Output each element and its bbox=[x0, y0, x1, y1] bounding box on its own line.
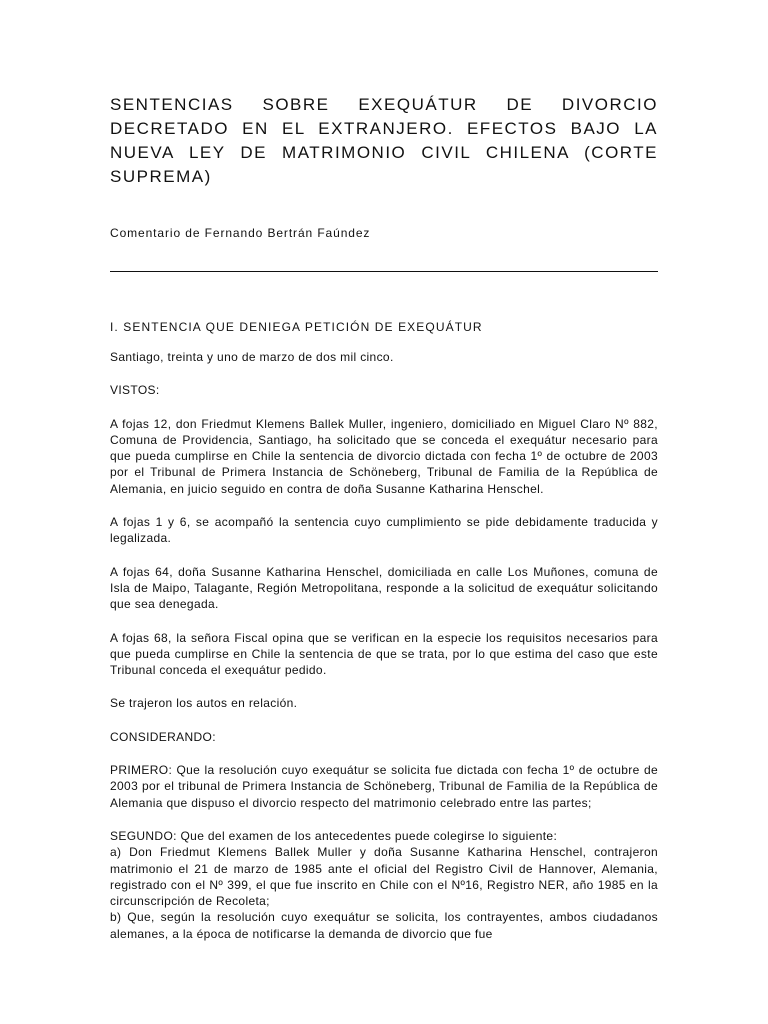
date-paragraph: Santiago, treinta y uno de marzo de dos mil cinco. bbox=[110, 350, 394, 364]
vistos-heading: VISTOS: bbox=[110, 383, 160, 398]
paragraph-fojas-64: A fojas 64, doña Susanne Katharina Henschel, domiciliada en calle Los Muñones, comuna de Isla de Maipo, Talagante, Región Metropolitana, responde a la solicitud de exequátur solicitando que sea denegada. bbox=[110, 564, 658, 612]
section-heading: I. SENTENCIA QUE DENIEGA PETICIÓN DE EXEQUÁTUR bbox=[110, 320, 483, 334]
document-title: SENTENCIAS SOBRE EXEQUÁTUR DE DIVORCIO DECRETADO EN EL EXTRANJERO. EFECTOS BAJO LA NUEVA LEY DE MATRIMONIO CIVIL CHILENA (CORTE SUPREMA) bbox=[110, 95, 658, 186]
author-line: Comentario de Fernando Bertrán Faúndez bbox=[110, 226, 371, 240]
paragraph-primero: PRIMERO: Que la resolución cuyo exequátur se solicita fue dictada con fecha 1º de octubre de 2003 por el tribunal de Primera Instancia de Schöneberg, Tribunal de Familia de la República de Alemania que dispuso el divorcio respecto del matrimonio celebrado entre las partes; bbox=[110, 763, 658, 810]
paragraph-relacion: Se trajeron los autos en relación. bbox=[110, 696, 298, 711]
paragraph-segundo bbox=[110, 828, 658, 942]
paragraph-fojas-12: A fojas 12, don Friedmut Klemens Ballek Muller, ingeniero, domiciliado en Miguel Claro Nº 882, Comuna de Providencia, Santiago, ha solicitado que se conceda el exequátur necesario para que pueda cumplirse en Chile la sentencia de divorcio dictada con fecha 1º de octubre de 2003 por el Tribunal de Primera Instancia de Schöneberg, Tribunal de Familia de la República de Alemania, en juicio seguido en contra de doña Susanne Katharina Henschel. bbox=[110, 416, 658, 496]
segundo-intro: SEGUNDO: Que del examen de los antecedentes puede colegirse lo siguiente: bbox=[110, 828, 558, 843]
considerando-heading: CONSIDERANDO: bbox=[110, 729, 216, 744]
horizontal-divider bbox=[110, 271, 658, 272]
paragraph-fojas-68: A fojas 68, la señora Fiscal opina que se verifican en la especie los requisitos necesarios para que pueda cumplirse en Chile la sentencia de que se trata, por lo que estima del caso que este Tribunal conceda el exequátur pedido. bbox=[110, 630, 658, 678]
segundo-item-a: a) Don Friedmut Klemens Ballek Muller y doña Susanne Katharina Henschel, contrajeron matrimonio el 21 de marzo de 1985 ante el oficial del Registro Civil de Hannover, Alemania, registrado con el Nº 399, el que fue inscrito en Chile con el Nº16, Registro NER, año 1985 en la circunscripción de Recoleta; bbox=[110, 845, 658, 909]
document-body bbox=[110, 93, 658, 942]
segundo-item-b: b) Que, según la resolución cuyo exequátur se solicita, los contrayentes, ambos ciudadanos alemanes, a la época de notificarse la demanda de divorcio que fue bbox=[110, 910, 658, 941]
paragraph-fojas-1-6: A fojas 1 y 6, se acompañó la sentencia cuyo cumplimiento se pide debidamente traducida y legalizada. bbox=[110, 515, 658, 546]
